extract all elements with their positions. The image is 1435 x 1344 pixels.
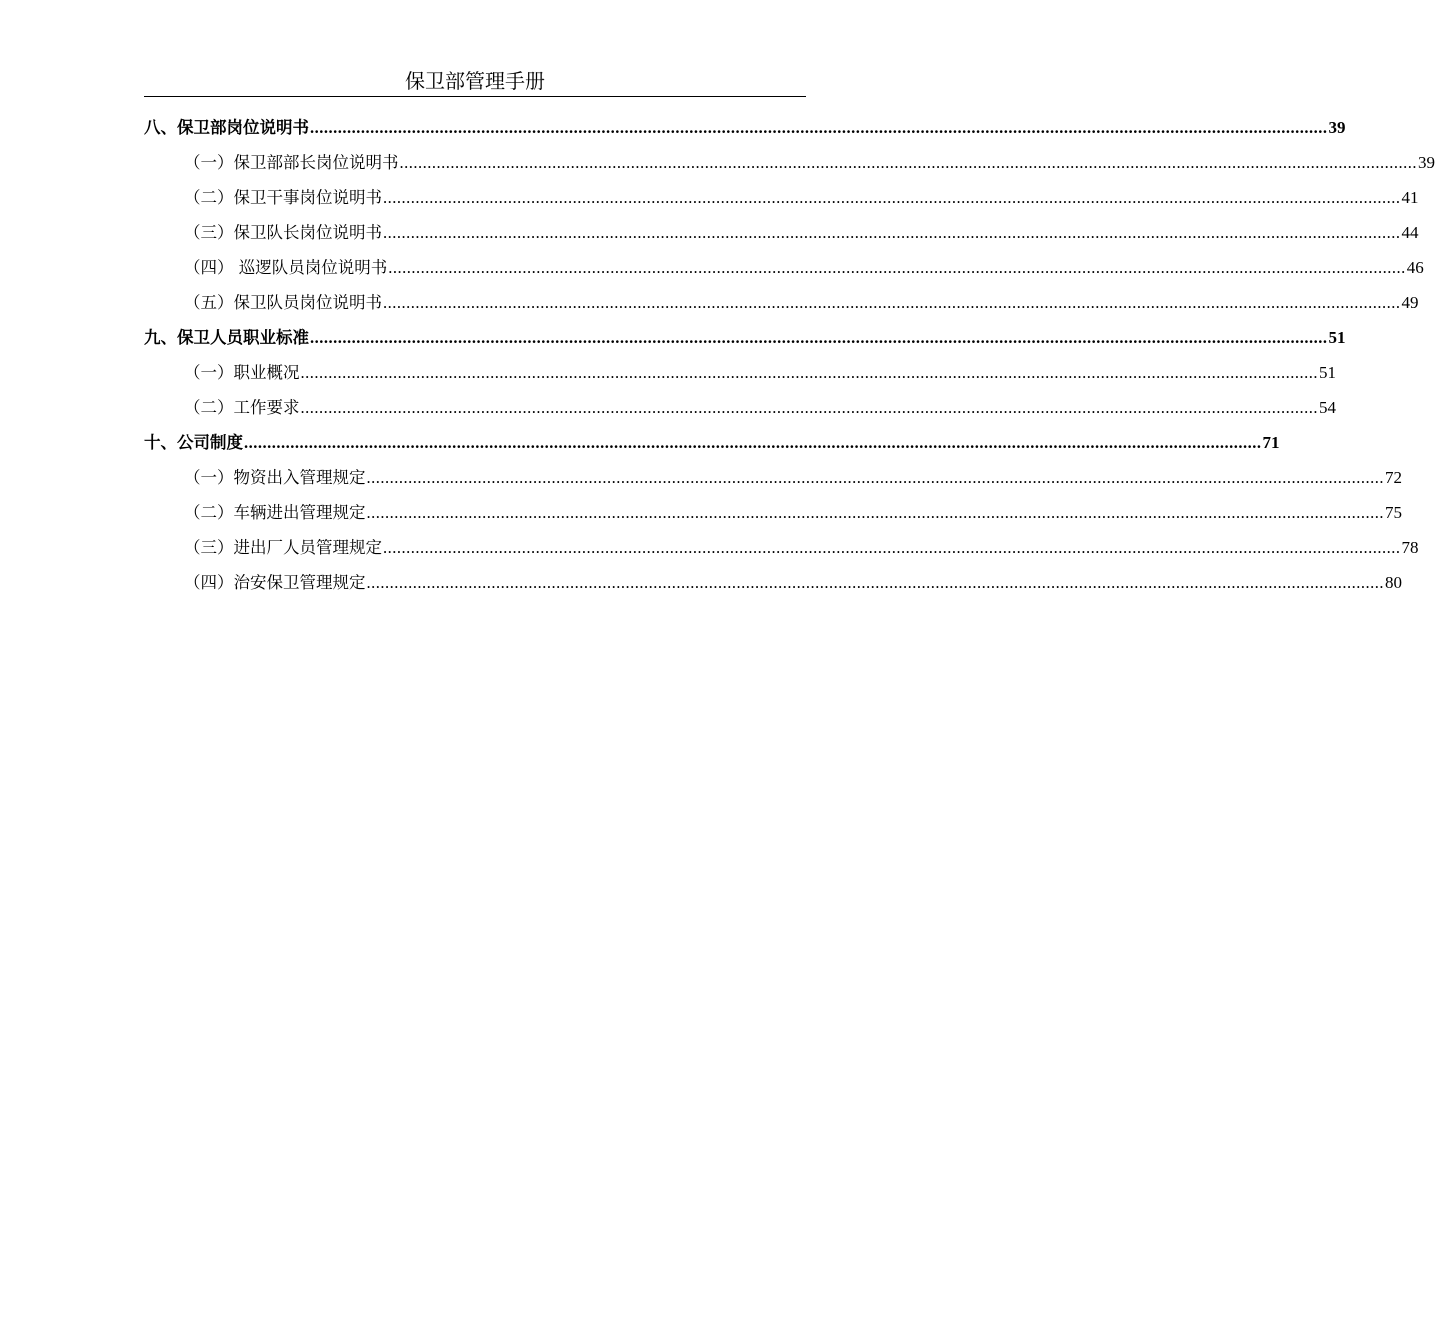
- toc-entry[interactable]: [144, 460, 1402, 495]
- toc-entry[interactable]: [144, 320, 1346, 355]
- toc-entry-page: 44: [1401, 223, 1419, 242]
- toc-entry-label: （一）物资出入管理规定: [184, 468, 366, 487]
- toc-entry-page: 46: [1406, 258, 1424, 277]
- toc-dot-leader: ............................................................................................................................................................................................................................: [388, 258, 1406, 277]
- toc-entry-label: 九、保卫人员职业标准: [144, 328, 309, 347]
- toc-entry-label: （三）进出厂人员管理规定: [184, 538, 382, 557]
- toc-entry-page: 72: [1385, 468, 1402, 487]
- toc-entry[interactable]: [144, 250, 1424, 285]
- toc-entry-page: 51: [1328, 328, 1346, 347]
- toc-dot-leader: ............................................................................................................................................................................................................................: [244, 433, 1262, 452]
- table-of-contents: [144, 110, 1435, 600]
- toc-entry[interactable]: [144, 145, 1435, 180]
- toc-entry-page: 49: [1401, 293, 1419, 312]
- toc-dot-leader: ............................................................................................................................................................................................................................: [366, 503, 1384, 522]
- toc-dot-leader: ............................................................................................................................................................................................................................: [310, 118, 1328, 137]
- toc-entry-page: 39: [1328, 118, 1346, 137]
- toc-entry-label: 八、保卫部岗位说明书: [144, 118, 309, 137]
- toc-entry-page: 39: [1418, 153, 1435, 172]
- toc-entry-label: （四）治安保卫管理规定: [184, 573, 366, 592]
- toc-entry[interactable]: [144, 110, 1346, 145]
- toc-entry-label: （三）保卫队长岗位说明书: [184, 223, 382, 242]
- toc-entry-label: （一）保卫部部长岗位说明书: [184, 153, 399, 172]
- header-title: 保卫部管理手册: [405, 69, 545, 93]
- toc-entry[interactable]: [144, 530, 1419, 565]
- toc-entry[interactable]: [144, 390, 1336, 425]
- toc-entry-label: （一）职业概况: [184, 363, 300, 382]
- toc-dot-leader: ............................................................................................................................................................................................................................: [366, 468, 1384, 487]
- toc-entry-label: （五）保卫队员岗位说明书: [184, 293, 382, 312]
- toc-entry-label: （二）车辆进出管理规定: [184, 503, 366, 522]
- toc-entry-page: 41: [1401, 188, 1419, 207]
- page-header: [144, 66, 806, 97]
- toc-dot-leader: ............................................................................................................................................................................................................................: [300, 398, 1318, 417]
- toc-entry-page: 71: [1262, 433, 1280, 452]
- toc-entry-label: （二）保卫干事岗位说明书: [184, 188, 382, 207]
- toc-entry-label: 十、公司制度: [144, 433, 243, 452]
- toc-entry[interactable]: [144, 215, 1419, 250]
- toc-dot-leader: ............................................................................................................................................................................................................................: [399, 153, 1417, 172]
- toc-dot-leader: ............................................................................................................................................................................................................................: [383, 223, 1401, 242]
- toc-dot-leader: ............................................................................................................................................................................................................................: [366, 573, 1384, 592]
- toc-entry-label: （四） 巡逻队员岗位说明书: [184, 258, 388, 277]
- toc-dot-leader: ............................................................................................................................................................................................................................: [300, 363, 1318, 382]
- toc-entry-page: 54: [1319, 398, 1336, 417]
- toc-entry-page: 75: [1385, 503, 1402, 522]
- toc-dot-leader: ............................................................................................................................................................................................................................: [383, 538, 1401, 557]
- toc-entry[interactable]: [144, 285, 1419, 320]
- toc-entry-label: （二）工作要求: [184, 398, 300, 417]
- toc-entry[interactable]: [144, 495, 1402, 530]
- toc-entry[interactable]: [144, 425, 1280, 460]
- toc-entry[interactable]: [144, 565, 1402, 600]
- toc-dot-leader: ............................................................................................................................................................................................................................: [310, 328, 1328, 347]
- toc-dot-leader: ............................................................................................................................................................................................................................: [383, 293, 1401, 312]
- toc-entry-page: 51: [1319, 363, 1336, 382]
- toc-dot-leader: ............................................................................................................................................................................................................................: [383, 188, 1401, 207]
- toc-entry-page: 78: [1401, 538, 1419, 557]
- toc-entry-page: 80: [1385, 573, 1402, 592]
- toc-entry[interactable]: [144, 180, 1419, 215]
- toc-entry[interactable]: [144, 355, 1336, 390]
